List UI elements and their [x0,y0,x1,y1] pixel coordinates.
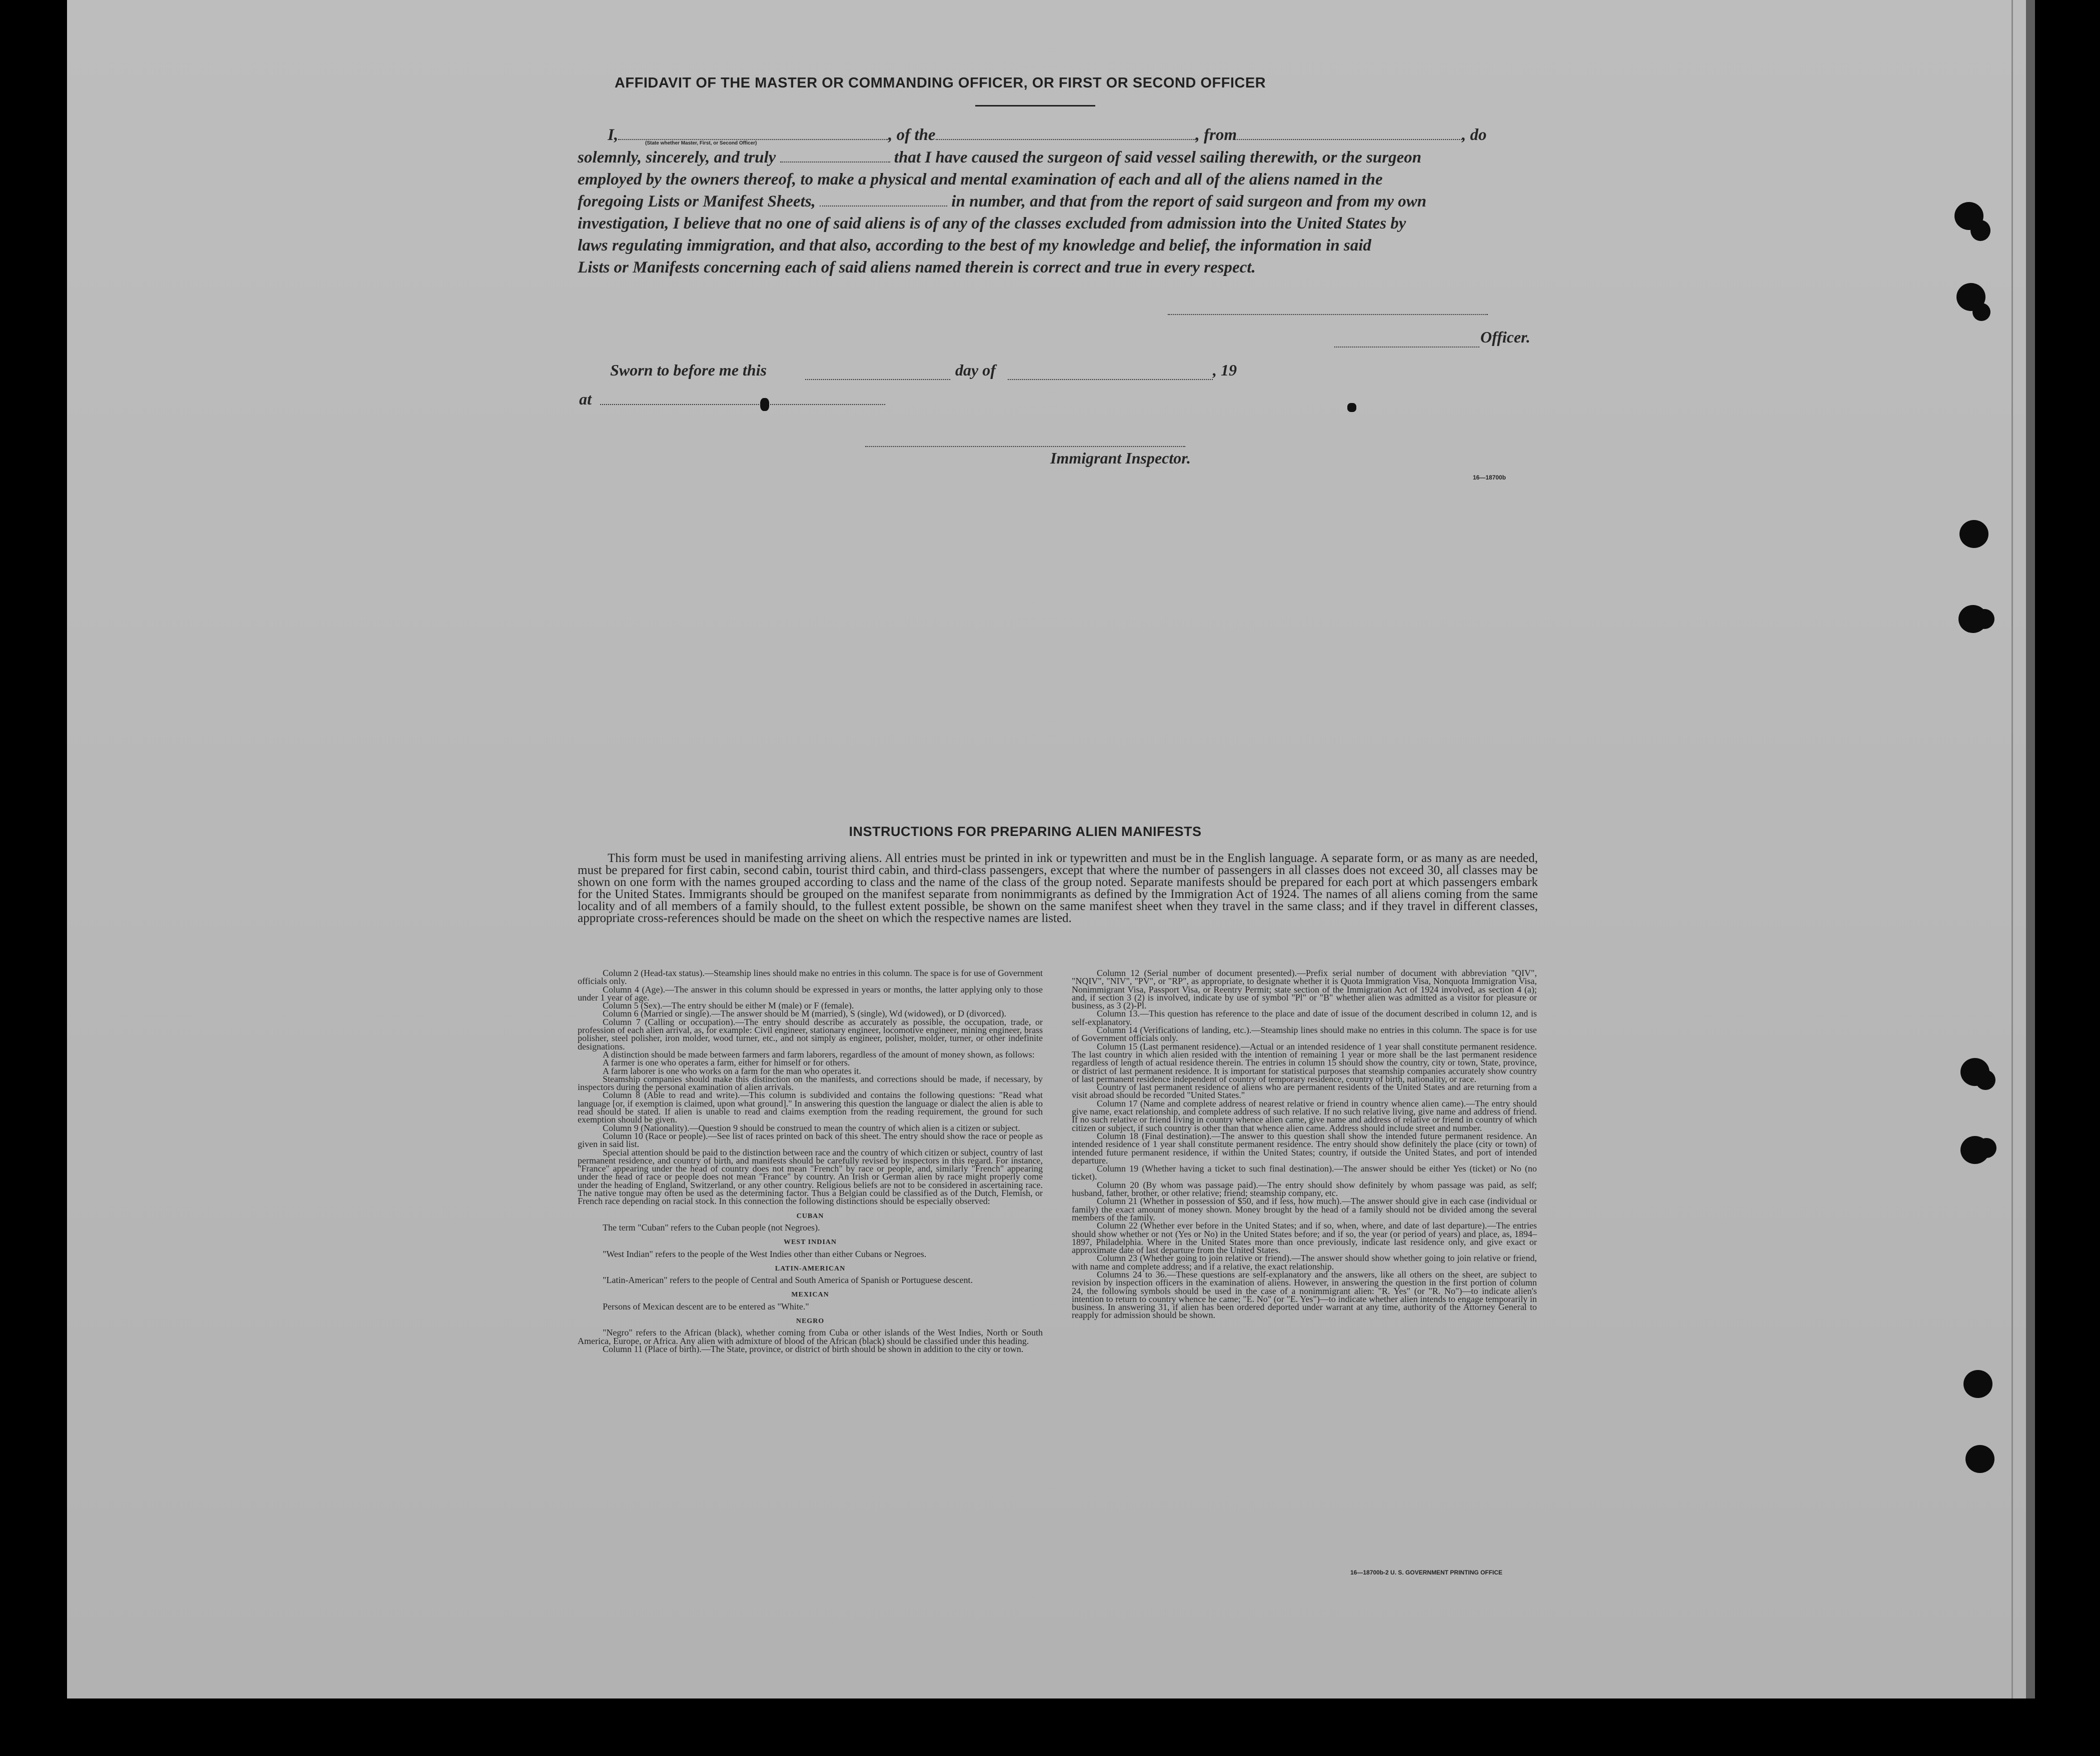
instruction-paragraph: A farm laborer is one who works on a farm for the man who operates it. [603,1066,861,1076]
officer-signature-line [1334,346,1479,348]
instruction-paragraph: Columns 24 to 36.—These questions are self-explanatory and the answers, like all others on the sheet, are subject to revision by inspection officers in the examination of aliens. However, in answering the question in the first portion of column 24, the following symbols should be used in the case of a nonimmigrant alien: "R. Yes" (or "R. No")—to indicate alien's intention to return to country whence he came; "E. No" (or "E. Yes")—to indicate whether alien intends to engage temporarily in business. In answering 31, if alien has been ordered deported under warrant at any time, authority of the Attorney General to reapply for admission should be shown. [1072,1269,1537,1320]
instructions-right-column [1072,969,1537,1320]
instructions-title: INSTRUCTIONS FOR PREPARING ALIEN MANIFESTS [849,824,1202,839]
instruction-paragraph: Column 7 (Calling or occupation).—The entry should describe as accurately as possible, the occupation, trade, or profession of each alien arrival, as, for example: Civil engineer, stationary engineer, locomotive engineer, mining engineer, brass polisher, steel polisher, iron molder, wood turner, etc., and not simply as engineer, polisher, molder, turner, or other indefinite designations. [578,1016,1043,1052]
punch-hole [1975,1070,1995,1090]
section-heading-west-indian: WEST INDIAN [783,1238,837,1246]
instruction-paragraph: Column 4 (Age).—The answer in this column should be expressed in years or months, the latter applying only to those under 1 year of age. [578,984,1043,1002]
instruction-paragraph: Column 10 (Race or people).—See list of races printed on back of this sheet. The entry should show the race or people as given in said list. [578,1130,1043,1150]
year-label: , 19 [1213,361,1237,379]
affidavit-i: I, [608,126,619,144]
punch-hole [1974,609,1994,629]
instruction-paragraph: Column 21 (Whether in possession of $50, and if less, how much).—The answer should give in each case (individual or family) the exact amount of money shown. Money brought by the head of a family should not be divided among the several members of the family. [1072,1196,1537,1222]
instructions-left-column [578,969,1043,1353]
section-heading-latin-american: LATIN-AMERICAN [775,1264,846,1272]
form-code: 16—18700b [1473,474,1506,481]
affidavit-title: AFFIDAVIT OF THE MASTER OR COMMANDING OFFICER, OR FIRST OR SECOND OFFICER [614,75,1266,91]
day-of-label: day of [955,361,996,379]
sworn-month-field [1008,379,1213,380]
instruction-paragraph: "Negro" refers to the African (black), whether coming from Cuba or other islands of the West Indies, North or South America, Europe, or Africa. Any alien with admixture of blood of the African (black) should be classified under this heading. [578,1328,1043,1346]
instruction-paragraph: "West Indian" refers to the people of the West Indies other than either Cubans or Negroes. [603,1248,927,1259]
at-label: at [579,390,592,408]
sworn-label: Sworn to before me this [610,361,767,379]
affidavit-line-5: investigation, I believe that no one of said aliens is of any of the classes excluded from admission into the United States by [578,214,1406,232]
section-heading-negro: NEGRO [796,1317,825,1325]
instruction-paragraph: A farmer is one who operates a farm, either for himself or for others. [603,1058,850,1068]
instruction-paragraph: The term "Cuban" refers to the Cuban people (not Negroes). [603,1222,820,1232]
state-note: (State whether Master, First, or Second Officer) [645,140,757,146]
instruction-paragraph: Column 14 (Verifications of landing, etc.).—Steamship lines should make no entries in this column. The space is for use of Government officials only. [1072,1025,1537,1044]
instruction-paragraph: Column 9 (Nationality).—Question 9 should be construed to mean the country of which alien is a citizen or subject. [603,1122,1020,1133]
instruction-paragraph: Column 12 (Serial number of document presented).—Prefix serial number of document with abbreviation "QIV", "NQIV", "NIV", "PV", or "RP", as appropriate, to designate whether it is Quota Immigration Visa, Nonquota Immigration Visa, Nonimmigrant Visa, Passport Visa, or Reentry Permit; state section of the Immigration Act of 1924 involved, as section 4 (a); and, if section 3 (2) is involved, indicate by use of symbol "Pl" or "B" whether alien was admitted as a visitor for pleasure or business, as 3 (2)-Pl. [1072,968,1537,1011]
instruction-paragraph: Column 22 (Whether ever before in the United States; and if so, when, where, and date of last departure).—The entries should show whether or not (Yes or No) in the United States before; and if so, the year (or period of years) and place, as, 1894–1897, Philadelphia. Where in the United States more than once previously, indicate last residence only, and give exact or approximate date of last departure from the United States. [1072,1220,1537,1256]
affidavit-line-3: employed by the owners thereof, to make a physical and mental examination of each and all of the aliens named in the [578,170,1383,188]
sheet-edge [2011,0,2013,1698]
inspector-label: Immigrant Inspector. [1050,449,1191,467]
instruction-paragraph: Column 23 (Whether going to join relative or friend).—The answer should show whether going to join relative or friend, with name and complete address; and if a relative, the exact relationship. [1072,1253,1537,1272]
instruction-paragraph: Column 13.—This question has reference to the place and date of issue of the document described in column 12, and is self-explanatory. [1072,1008,1537,1027]
affidavit-from: , from [1195,126,1237,144]
punch-hole [1963,1370,1992,1398]
instruction-paragraph: Column 19 (Whether having a ticket to such final destination).—The answer should be either Yes (ticket) or No (no ticket). [1072,1164,1537,1182]
affidavit-line-2: solemnly, sincerely, and truly that I have caused the surgeon of said vessel sailing therewith, or the surgeon [578,148,1422,166]
printing-office-code: 16—18700b-2 U. S. GOVERNMENT PRINTING OFFICE [1350,1569,1503,1576]
instruction-paragraph: Column 2 (Head-tax status).—Steamship lines should make no entries in this column. The space is for use of Government officials only. [578,968,1043,986]
punch-hole [1972,303,1990,321]
instructions-intro: This form must be used in manifesting arriving aliens. All entries must be printed in ink or typewritten and must be in the English language. A separate form, or as many as are needed, must be prepared for first cabin, second cabin, tourist third cabin, and third-class passengers, except that where the number of passengers in all classes does not exceed 30, all classes may be shown on one form with the names grouped according to class and the name of the class of the group noted. Separate manifests should be prepared for each port at which passengers embark for the United States. Immigrants should be grouped on the manifest separate from nonimmigrants as defined by the Immigration Act of 1924. The names of all aliens coming from the same locality and of all members of a family should, to the fullest extent possible, be shown on the same manifest sheet when they travel in the same class; and if they travel in different classes, appropriate cross-references should be made on the sheet on which the respective names are listed. [578,852,1538,925]
ink-spot [1347,403,1356,412]
vessel-name-field [936,139,1196,140]
instruction-paragraph: Special attention should be paid to the distinction between race and the country of which citizen or subject, country of last permanent residence, and country of birth, and manifests should be carefully revised by inspectors in this regard. For instance, "France" appearing under the head of country does not mean "French" by race or people, and, similarly "French" appearing under the head of race or people does not mean "France" by country. An Irish or German alien by race might properly come under the heading of England, Switzerland, or any other country. Religious beliefs are not to be considered in ascertaining race. The native tongue may often be used as the determining factor. Thus a Belgian could be classified as of the Dutch, Flemish, or French race depending on racial stock. In this connection the following distinctions should be especially observed: [578,1147,1043,1206]
film-edge-strip [2026,0,2035,1698]
signature-line [1168,314,1488,315]
instruction-paragraph: Column 20 (By whom was passage paid).—The entry should show definitely by whom passage was paid, as self; husband, father, brother, or other relative; friend; steamship company, etc. [1072,1180,1537,1198]
instruction-paragraph: Column 17 (Name and complete address of nearest relative or friend in country whence alien came).—The entry should give name, exact relationship, and complete address of such relative. If no such relative living, give name and address of friend. If no such relative or friend living in country whence alien came, give name and address of relative or friend in country of which citizen or subject, if such country is other than that whence alien came. Address should include street and number. [1072,1098,1537,1133]
section-heading-cuban: CUBAN [796,1212,824,1220]
instruction-paragraph: A distinction should be made between farmers and farm laborers, regardless of the amount of money shown, as follows: [603,1049,1035,1060]
instruction-paragraph: Column 5 (Sex).—The entry should be either M (male) or F (female). [603,1000,854,1011]
instruction-paragraph: Column 6 (Married or single).—The answer should be M (married), S (single), Wd (widowed), or D (divorced). [603,1008,1006,1019]
instruction-paragraph: Country of last permanent residence of aliens who are permanent residents of the United States and are returning from a visit abroad should be recorded "United States." [1072,1082,1537,1100]
officer-label: Officer. [1480,328,1530,346]
affidavit-line-7: Lists or Manifests concerning each of said aliens named therein is correct and true in every respect. [578,258,1256,276]
punch-hole [1965,1445,1994,1473]
inspector-signature-line [865,446,1185,447]
instruction-paragraph: Persons of Mexican descent are to be entered as "White." [603,1301,809,1312]
affidavit-do: , do [1462,126,1487,144]
affidavit-line-6: laws regulating immigration, and that also, according to the best of my knowledge and belief, the information in said [578,236,1371,254]
affidavit-of-the: , of the [888,126,936,144]
instruction-paragraph: Column 8 (Able to read and write).—This column is subdivided and contains the following questions: "Read what language [or, if exemption is claimed, upon what ground]." In answering this question the language or dialect the alien is able to read should be stated. If alien is unable to read and claims exemption from the reading requirement, the ground for such exemption should be given. [578,1090,1043,1125]
punch-hole [1976,1138,1996,1158]
punch-hole [1970,220,1990,241]
instruction-paragraph: Column 18 (Final destination).—The answer to this question shall show the intended future permanent residence. An intended residence of 1 year shall constitute permanent residence. The entry should show definitely the place (city or town) of intended future permanent residence, if within the United States; country, if outside the United States, and port of intended departure. [1072,1130,1537,1166]
at-field [600,404,885,405]
officer-rank-field [618,139,888,140]
instruction-paragraph: Column 15 (Last permanent residence).—Actual or an intended residence of 1 year shall constitute permanent residence. The last country in which alien resided with the intention of remaining 1 year or more shall be the last permanent residence regardless of length of actual residence therein. The entries in column 15 should show the country, city or town, State, province, or district of last permanent residence. It is important for statistical purposes that steamship companies accurately show country of last permanent residence independent of country of temporary residence, country of birth, nationality, or race. [1072,1041,1537,1084]
title-rule [975,105,1095,106]
instruction-paragraph: Steamship companies should make this distinction on the manifests, and corrections should be made, if necessary, by inspectors during the personal examination of alien arrivals. [578,1074,1043,1092]
sworn-day-field [805,379,950,380]
section-heading-mexican: MEXICAN [791,1291,829,1299]
punch-hole [1959,520,1988,548]
instruction-paragraph: "Latin-American" refers to the people of Central and South America of Spanish or Portuguese descent. [603,1275,973,1286]
ink-spot [760,398,769,411]
instruction-paragraph: Column 11 (Place of birth).—The State, province, or district of birth should be shown in addition to the city or town. [603,1344,1024,1354]
affidavit-line-4: foregoing Lists or Manifest Sheets, in number, and that from the report of said surgeon and from my own [578,192,1427,210]
port-field [1237,139,1462,140]
